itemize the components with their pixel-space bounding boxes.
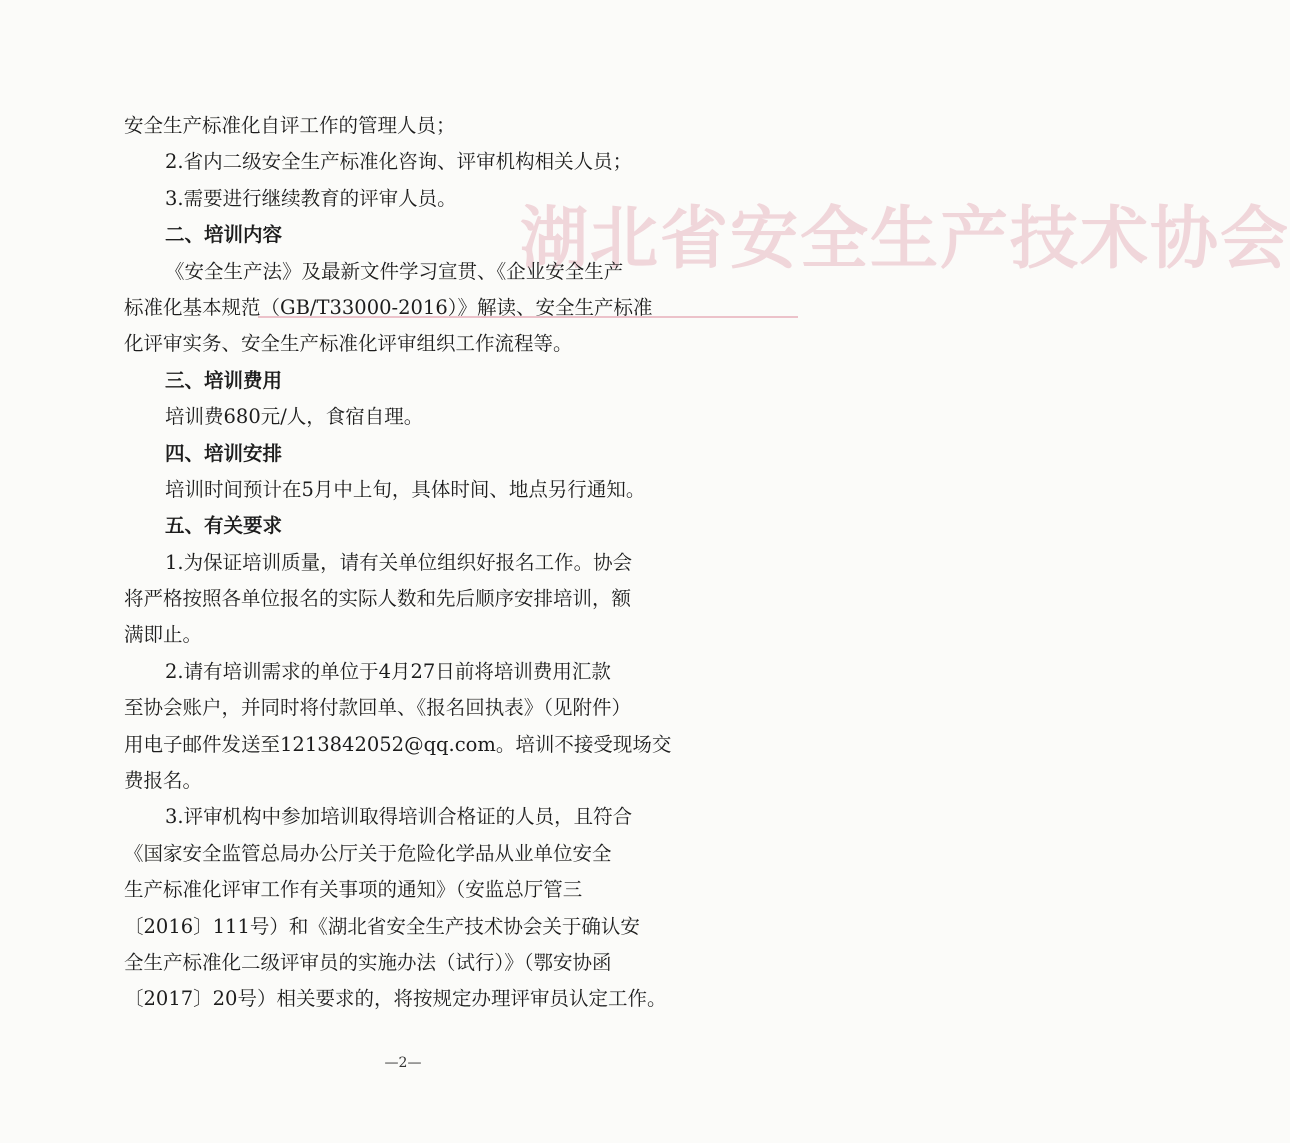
text-line: 《安全生产法》及最新文件学习宣贯、《企业安全生产 (165, 259, 624, 283)
text-line: 1.为保证培训质量，请有关单位组织好报名工作。协会 (165, 550, 633, 574)
document-body (124, 108, 699, 1018)
text-line: 用电子邮件发送至1213842052@qq.com。培训不接受现场交 (124, 732, 672, 756)
text-line: 全生产标准化二级评审员的实施办法（试行）》（鄂安协函 (124, 950, 612, 974)
section-heading: 三、培训费用 (165, 368, 283, 392)
text-line: 生产标准化评审工作有关事项的通知》（安监总厅管三 (124, 878, 583, 902)
text-line: 安全生产标准化自评工作的管理人员； (124, 114, 456, 137)
text-line: 费报名。 (124, 769, 203, 793)
text-line: 化评审实务、安全生产标准化评审组织工作流程等。 (124, 332, 573, 356)
text-line: 将严格按照各单位报名的实际人数和先后顺序安排培训，额 (124, 587, 632, 611)
text-line: 3.评审机构中参加培训取得培训合格证的人员，且符合 (165, 805, 633, 829)
text-line: 满即止。 (124, 623, 203, 647)
text-line: 〔2017〕20号）相关要求的，将按规定办理评审员认定工作。 (124, 987, 667, 1011)
text-line: 3.需要进行继续教育的评审人员。 (165, 186, 457, 210)
text-line: 培训时间预计在5月中上旬，具体时间、地点另行通知。 (165, 477, 646, 501)
text-line: 2.省内二级安全生产标准化咨询、评审机构相关人员； (165, 150, 633, 174)
text-line: 〔2016〕111号）和《湖北省安全生产技术协会关于确认安 (124, 914, 640, 938)
seal-stamp-watermark: 湖北省安全生产技术协会 (520, 200, 1290, 279)
text-line: 培训费680元/人，食宿自理。 (165, 405, 424, 429)
section-heading: 二、培训内容 (165, 223, 283, 247)
page-number: —2— (384, 1055, 422, 1071)
section-heading: 四、培训安排 (165, 441, 283, 465)
text-line: 2.请有培训需求的单位于4月27日前将培训费用汇款 (165, 659, 611, 683)
text-line: 《国家安全监管总局办公厅关于危险化学品从业单位安全 (124, 841, 612, 865)
section-heading: 五、有关要求 (165, 514, 283, 538)
text-line: 至协会账户，并同时将付款回单、《报名回执表》（见附件） (124, 696, 632, 720)
text-line: 标准化基本规范（GB/T33000-2016）》解读、安全生产标准 (124, 295, 653, 319)
